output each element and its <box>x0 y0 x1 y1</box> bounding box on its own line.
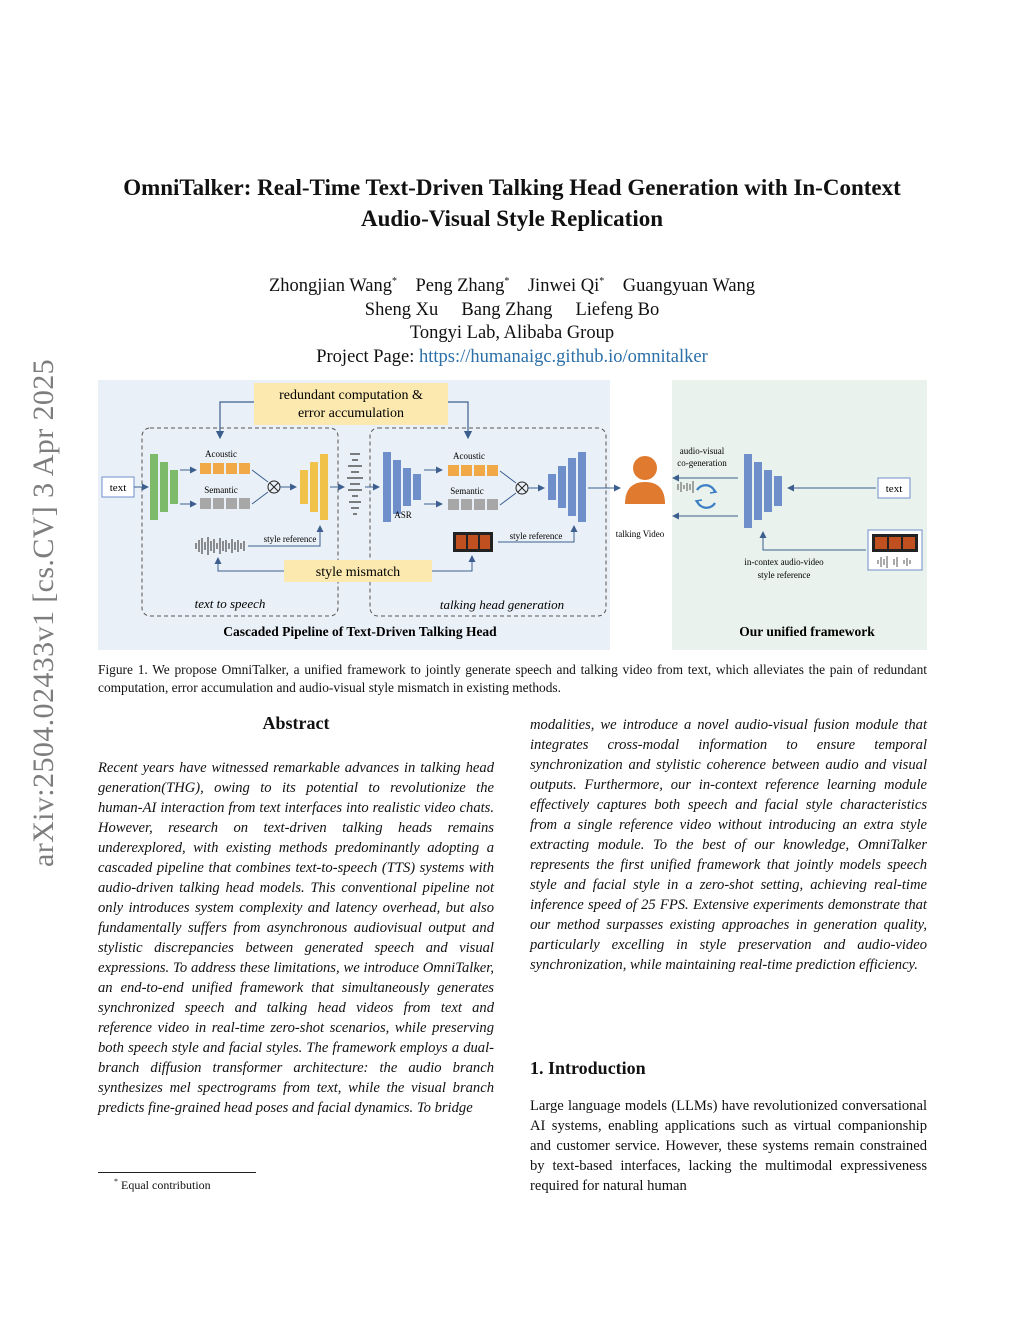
equal-contribution-mark: * <box>599 276 605 287</box>
title-line-2: Audio-Visual Style Replication <box>360 206 663 231</box>
title-line-1: OmniTalker: Real-Time Text-Driven Talking Head Generation with In-Context <box>123 175 901 200</box>
author: Bang Zhang <box>461 299 553 320</box>
audio-visual-label: audio-visual <box>679 446 725 456</box>
equal-contribution-mark: * <box>391 276 397 287</box>
author: Peng Zhang <box>415 276 505 297</box>
introduction-heading: 1. Introduction <box>530 1058 646 1078</box>
unified-panel <box>672 380 927 650</box>
asr-label: ASR <box>394 510 412 520</box>
abstract-body: Recent years have witnessed remarkable advances in talking head generation(THG), owing to its potential to revolutionize the human-AI interaction from text interfaces into realistic video chats. However, research on text-driven talking heads remains underexplored, with existing methods predominantly adopting a cascaded pipeline that combines text-to-speech (TTS) systems with audio-driven talking head models. This conventional pipeline not only introduces system complexity and latency overhead, but also fundamentally suffers from asynchronous audiovisual output and stylistic discrepancies between generated speech and visual expressions. To address these limitations, we introduce OmniTalker, an end-to-end unified framework that simultaneously generates synchronized speech and talking head videos from text and reference video in real-time zero-shot scenarios, while preserving both speech style and facial styles. The framework employs a dual-branch diffusion transformer architecture: the audio branch synthesizes mel spectrograms from text, while the visual branch predicts fine-grained head poses and facial dynamics. To bridge <box>98 760 494 1116</box>
unified-text-input-label: text <box>885 483 903 495</box>
unified-title: Our unified framework <box>739 624 875 639</box>
redundant-label-2: error accumulation <box>297 406 405 421</box>
tts-style-reference-label: style reference <box>263 534 317 544</box>
affiliation: Tongyi Lab, Alibaba Group <box>409 323 615 344</box>
style-mismatch-label: style mismatch <box>315 565 401 580</box>
footnote <box>114 1177 211 1193</box>
incontext-reference-video-icon <box>868 530 922 570</box>
incontext-label-2: style reference <box>757 570 811 580</box>
acoustic-label: Acoustic <box>205 449 237 459</box>
project-page <box>200 346 824 370</box>
thg-style-reference-label: style reference <box>509 531 563 541</box>
author: Sheng Xu <box>364 299 439 320</box>
semantic-label: Semantic <box>204 485 238 495</box>
co-generation-label: co-generation <box>677 458 727 468</box>
cascaded-title: Cascaded Pipeline of Text-Driven Talking Head <box>223 624 497 639</box>
talking-video-label: talking Video <box>615 529 665 539</box>
paper-title <box>80 172 944 234</box>
author: Zhongjian Wang <box>268 276 392 297</box>
author: Liefeng Bo <box>575 299 660 320</box>
thg-section-label: talking head generation <box>439 597 565 612</box>
footnote-text: Equal contribution <box>121 1178 211 1192</box>
person-icon <box>625 456 665 504</box>
text-input-label: text <box>109 482 127 494</box>
incontext-label-1: in-contex audio-video <box>744 557 824 567</box>
arxiv-identifier: arXiv:2504.02433v1 [cs.CV] 3 Apr 2025 <box>27 358 60 867</box>
thg-acoustic-label: Acoustic <box>453 451 485 461</box>
author-line-1 <box>200 270 824 299</box>
author-block <box>200 270 824 369</box>
author: Jinwei Qi <box>527 276 600 297</box>
abstract-continuation: modalities, we introduce a novel audio-visual fusion module that integrates cross-modal information to ensure temporal synchronization and stylistic coherence between audio and visual outputs. Furthermore, our in-context reference learning module effectively captures both speech and facial style characteristics from a single reference video without introducing an extra style extracting module. To the best of our knowledge, OmniTalker represents the first unified framework that jointly models speech style and facial style in a zero-shot setting, achieving real-time inference speed of 25 FPS. Extensive experiments demonstrate that our method surpasses existing approaches in generation quality, particularly excelling in style preservation and audio-video synchronization, while maintaining real-time prediction efficiency. <box>530 717 927 973</box>
introduction-body: Large language models (LLMs) have revolutionized conversational AI systems, enabling applications such as virtual companionship and customer service. However, these systems remain constrained by text-based interfaces, lacking the multimodal expressiveness required for natural human <box>530 1098 927 1194</box>
footnote-divider <box>98 1172 256 1173</box>
figure-caption: Figure 1. We propose OmniTalker, a unified framework to jointly generate speech and talking video from text, which alleviates the pain of redundant computation, error accumulation and audio-visual style mismatch in existing methods. <box>98 662 927 695</box>
author: Guangyuan Wang <box>622 276 756 297</box>
redundant-label-1: redundant computation & <box>279 388 423 403</box>
tts-section-label: text to speech <box>194 596 266 611</box>
footnote-mark: * <box>114 1177 118 1186</box>
thg-semantic-label: Semantic <box>450 486 484 496</box>
author-line-2 <box>200 299 824 323</box>
project-page-link[interactable]: https://humanaigc.github.io/omnitalker <box>419 346 708 367</box>
abstract-heading: Abstract <box>262 713 330 733</box>
style-reference-video-icon <box>453 532 493 552</box>
project-page-label: Project Page: <box>316 346 419 367</box>
figure-1 <box>98 380 927 650</box>
equal-contribution-mark: * <box>504 276 510 287</box>
